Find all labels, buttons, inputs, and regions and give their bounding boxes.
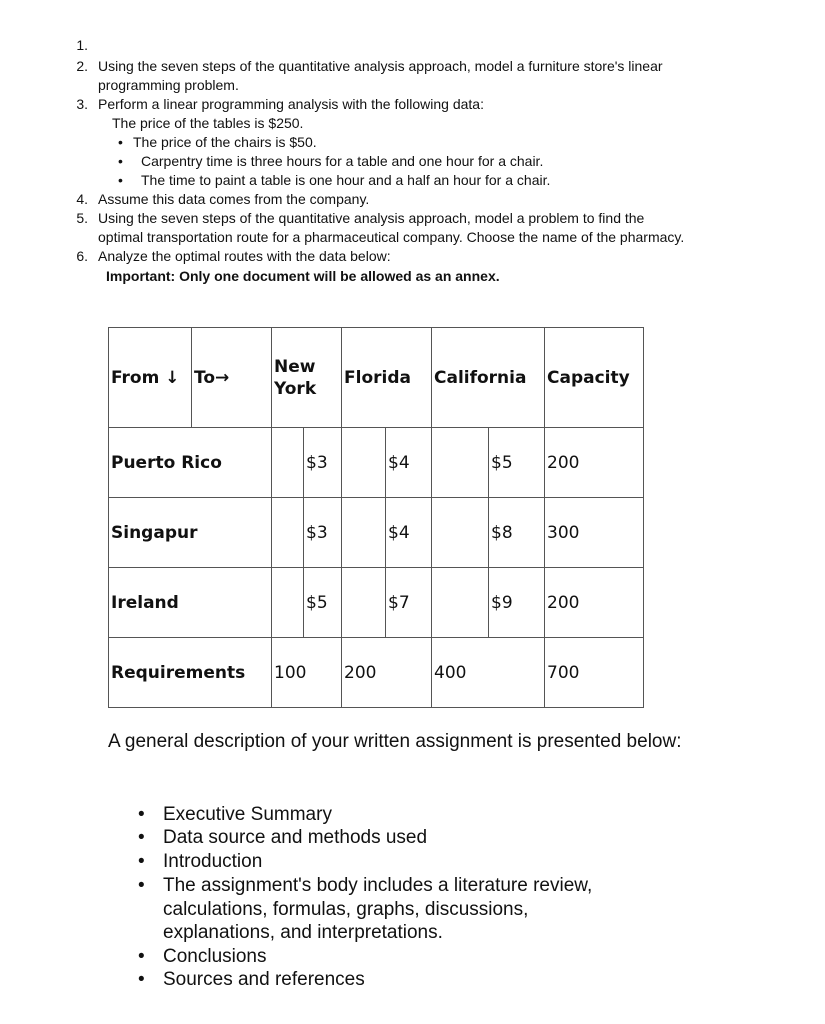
cost-cell: $7 — [386, 568, 432, 638]
list-item-continuation: calculations, formulas, graphs, discussions, — [163, 899, 529, 920]
bullet-2: Carpentry time is three hours for a table and one hour for a chair. — [141, 153, 544, 169]
requirement-cell: 200 — [342, 638, 432, 708]
list-item: Conclusions — [163, 946, 267, 967]
bullet-dot: • — [138, 827, 145, 848]
capacity-cell: 200 — [545, 568, 644, 638]
list-item: Executive Summary — [163, 804, 332, 825]
requirement-cell: 100 — [272, 638, 342, 708]
requirements-row — [109, 638, 644, 708]
item-3-number: 3. — [76, 96, 88, 112]
table-row — [109, 428, 644, 498]
bullet-1: The price of the chairs is $50. — [133, 134, 317, 150]
item-2-line-2: programming problem. — [98, 77, 239, 93]
important-note: Important: Only one document will be allowed as an annex. — [106, 268, 500, 284]
origin-cell: Puerto Rico — [109, 428, 272, 498]
item-6-line-1: Analyze the optimal routes with the data below: — [98, 248, 391, 264]
list-item: Sources and references — [163, 969, 365, 990]
bullet-dot: • — [118, 134, 123, 150]
list-item: The assignment's body includes a literature review, — [163, 875, 593, 896]
item-5-number: 5. — [76, 210, 88, 226]
item-6-number: 6. — [76, 248, 88, 264]
item-2-line-1: Using the seven steps of the quantitative analysis approach, model a furniture store's linear — [98, 58, 663, 74]
cost-cell: $3 — [304, 498, 342, 568]
blank-cell — [432, 568, 489, 638]
bullet-dot: • — [118, 153, 123, 169]
item-5-line-1: Using the seven steps of the quantitative analysis approach, model a problem to find the — [98, 210, 645, 226]
from-header: From ↓ — [109, 328, 192, 428]
capacity-cell: 300 — [545, 498, 644, 568]
table-row — [109, 498, 644, 568]
to-header: To→ — [192, 328, 272, 428]
item-1-number: 1. — [76, 37, 88, 53]
total-cell: 700 — [545, 638, 644, 708]
assignment-intro: A general description of your written assignment is presented below: — [108, 731, 682, 752]
item-4-text: Assume this data comes from the company. — [98, 191, 370, 207]
blank-cell — [432, 498, 489, 568]
list-item: Introduction — [163, 851, 263, 872]
col-new-york: New York — [272, 328, 342, 428]
blank-cell — [272, 428, 304, 498]
cost-cell: $9 — [489, 568, 545, 638]
cost-cell: $8 — [489, 498, 545, 568]
blank-cell — [342, 568, 386, 638]
item-3-line-1: Perform a linear programming analysis with the following data: — [98, 96, 484, 112]
item-4-number: 4. — [76, 191, 88, 207]
requirement-cell: 400 — [432, 638, 545, 708]
item-5-line-2: optimal transportation route for a pharmaceutical company. Choose the name of the pharmacy. — [98, 229, 685, 245]
capacity-cell: 200 — [545, 428, 644, 498]
col-florida: Florida — [342, 328, 432, 428]
col-capacity: Capacity — [545, 328, 644, 428]
blank-cell — [342, 428, 386, 498]
bullet-dot: • — [138, 875, 145, 896]
bullet-dot: • — [138, 851, 145, 872]
bullet-dot: • — [138, 946, 145, 967]
blank-cell — [432, 428, 489, 498]
cost-cell: $5 — [489, 428, 545, 498]
requirements-label: Requirements — [109, 638, 272, 708]
origin-cell: Singapur — [109, 498, 272, 568]
blank-cell — [272, 568, 304, 638]
bullet-3: The time to paint a table is one hour and a half an hour for a chair. — [141, 172, 551, 188]
blank-cell — [342, 498, 386, 568]
bullet-dot: • — [138, 969, 145, 990]
list-item-continuation: explanations, and interpretations. — [163, 922, 443, 943]
origin-cell: Ireland — [109, 568, 272, 638]
blank-cell — [272, 498, 304, 568]
col-california: California — [432, 328, 545, 428]
transport-table — [108, 327, 644, 708]
cost-cell: $3 — [304, 428, 342, 498]
list-item: Data source and methods used — [163, 827, 428, 848]
table-row — [109, 568, 644, 638]
cost-cell: $5 — [304, 568, 342, 638]
bullet-dot: • — [118, 172, 123, 188]
header-row — [109, 328, 644, 428]
cost-cell: $4 — [386, 498, 432, 568]
item-3-line-2: The price of the tables is $250. — [112, 115, 304, 131]
cost-cell: $4 — [386, 428, 432, 498]
bullet-dot: • — [138, 804, 145, 825]
item-2-number: 2. — [76, 58, 88, 74]
